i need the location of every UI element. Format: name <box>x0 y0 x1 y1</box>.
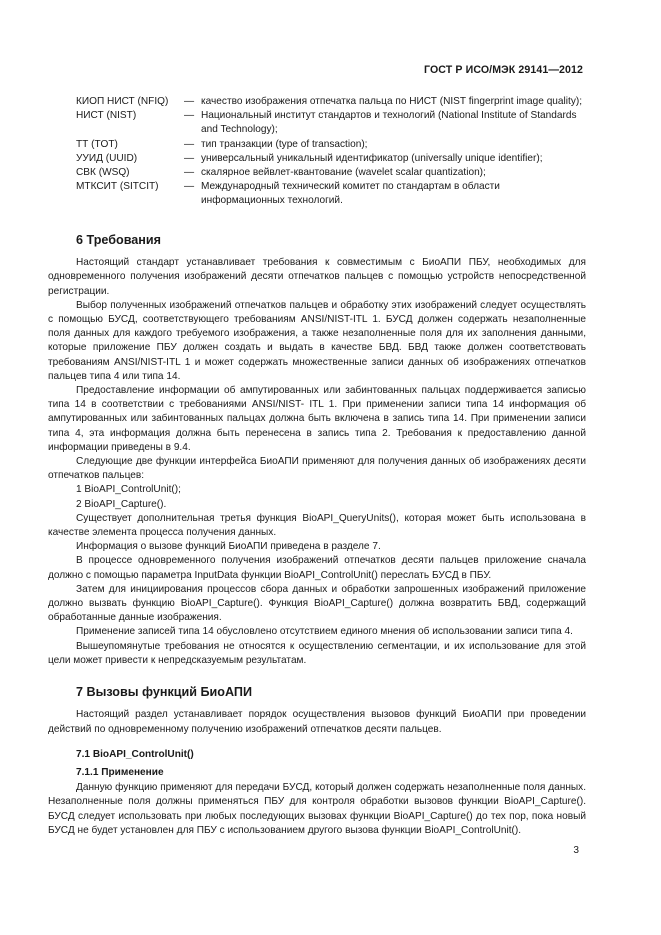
abbreviation-term: НИСТ (NIST) <box>76 110 137 122</box>
abbreviation-term: КИОП НИСТ (NFIQ) <box>76 96 169 107</box>
abbreviation-definition: скалярное вейвлет-квантование (wavelet scalar quantization); <box>201 167 486 179</box>
subsection-7-1-heading: 7.1 BioAPI_ControlUnit() <box>76 748 194 760</box>
abbreviation-row <box>76 138 586 152</box>
paragraph: Предоставление информации об ампутированных или забинтованных пальцах поддерживается записью типа 14 в соответствии с требованиями ANSI/NIST- ITL 1. При применении записи типа 14 информация об ампутированных или забинтованных пальцах должна быть включена в запись типа 14. При применении записи типа 4, эта информация должна быть перенесена в запись типа 2. Требования к предоставлению данной информации приведены в 9.4. <box>48 385 586 453</box>
abbreviation-row <box>76 180 586 208</box>
main-content <box>48 233 586 838</box>
paragraph: Данную функцию применяют для передачи БУСД, который должен содержать незаполненные поля данных. Незаполненные поля должны применяться ПБУ для контроля обработки вызовов функции BioAPI_Capture(). БУСД следует использовать при любых последующих вызовах функции BioAPI_Capture() до тех пор, пока новый БУСД не будет установлен для ПБУ с использованием другого вызова функции BioAPI_ControlUnit(). <box>48 782 586 836</box>
abbreviation-row <box>76 109 586 137</box>
list-item: 2 BioAPI_Capture(). <box>76 498 167 510</box>
abbreviation-row <box>76 152 586 166</box>
abbreviations-list <box>76 95 586 209</box>
abbreviation-row <box>76 166 586 180</box>
paragraph: Выбор полученных изображений отпечатков пальцев и обработку этих изображений следует осуществлять с помощью БУСД, соответствующего требованиям ANSI/NIST-ITL 1. БУСД должен содержать незаполненные поля данных для каждого требуемого изображения, а также незаполненные поля для их заполнения данными, которые приложение ПБУ должен создать и выдать в качестве БВД. БВД также должен соответствовать требованиям ANSI/NIST-ITL 1 и может содержать множественные записи данных об изображениях отпечатков пальцев типа 4 или типа 14. <box>48 299 586 382</box>
subsection-7-1-1-heading: 7.1.1 Применение <box>76 766 164 778</box>
abbreviation-definition: Национальный институт стандартов и технологий (National Institute of Standards and Technology); <box>201 110 577 136</box>
paragraph: Информация о вызове функций БиоАПИ приведена в разделе 7. <box>76 541 381 553</box>
paragraph: Настоящий стандарт устанавливает требования к совместимым с БиоАПИ ПБУ, необходимых для одновременного получения изображений десяти отпечатков пальцев с помощью устройств непосредственной регистрации. <box>48 257 586 297</box>
abbreviation-dash: — <box>184 138 195 150</box>
abbreviation-definition: универсальный уникальный идентификатор (universally unique identifier); <box>201 152 543 164</box>
list-item: 1 BioAPI_ControlUnit(); <box>76 484 181 496</box>
paragraph: Существует дополнительная третья функция BioAPI_QueryUnits(), которая может быть использована в качестве элемента процесса получения данных. <box>48 512 586 539</box>
abbreviation-term: МТКСИТ (SITCIT) <box>76 181 159 193</box>
paragraph: Применение записей типа 14 обусловлено отсутствием единого мнения об использовании записи типа 4. <box>76 626 573 638</box>
section-6-heading: 6 Требования <box>76 233 161 247</box>
abbreviation-definition: качество изображения отпечатка пальца по НИСТ (NIST fingerprint image quality); <box>201 96 583 107</box>
abbreviation-row <box>76 95 586 109</box>
standard-code: ГОСТ Р ИСО/МЭК 29141—2012 <box>424 64 583 76</box>
abbreviation-definition: Международный технический комитет по стандартам в области информационных технологий. <box>201 181 500 207</box>
paragraph: Затем для инициирования процессов сбора данных и обработки запрошенных изображений приложение должно вызвать функцию BioAPI_Capture(). Функция BioAPI_Capture() должна возвратить БВД, содержащий обработанные данные изображения. <box>48 583 586 624</box>
abbreviation-definition: тип транзакции (type of transaction); <box>201 138 368 150</box>
abbreviation-term: ТТ (TOT) <box>76 138 118 150</box>
abbreviation-dash: — <box>184 181 195 193</box>
paragraph: Вышеупомянутые требования не относятся к осуществлению сегментации, и их использование для этой цели может привести к непредсказуемым результатам. <box>48 640 586 666</box>
abbreviation-dash: — <box>184 96 195 107</box>
abbreviation-dash: — <box>184 152 195 164</box>
abbreviation-dash: — <box>184 110 195 122</box>
abbreviation-dash: — <box>184 167 195 179</box>
paragraph: Настоящий раздел устанавливает порядок осуществления вызовов функций БиоАПИ при проведении действий по одновременному получению изображений отпечатков десяти пальцев. <box>48 709 586 735</box>
abbreviation-term: УУИД (UUID) <box>76 152 138 164</box>
section-7-heading: 7 Вызовы функций БиоАПИ <box>76 685 252 700</box>
paragraph: Следующие две функции интерфейса БиоАПИ применяют для получения данных об изображениях десяти отпечатков пальцев: <box>48 456 586 482</box>
page-number: 3 <box>573 845 579 856</box>
abbreviation-term: СВК (WSQ) <box>76 167 130 179</box>
paragraph: В процессе одновременного получения изображений отпечатков десяти пальцев приложение сначала должно с помощью параметра InputData функции BioAPI_ControlUnit() переслать БУСД в ПБУ. <box>48 555 586 581</box>
